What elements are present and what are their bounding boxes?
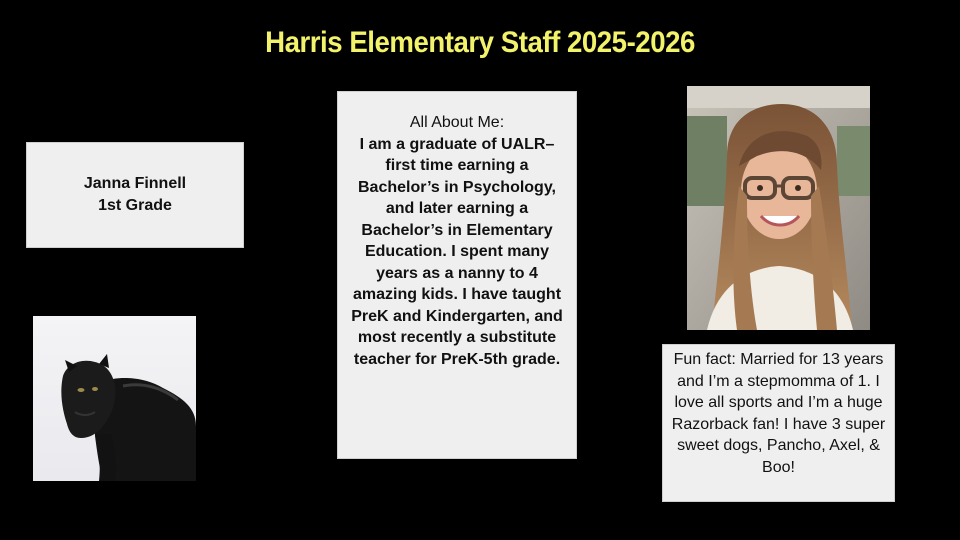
about-me-text: I am a graduate of UALR–first time earning a Bachelor’s in Psychology, and later earning a Bachelor’s in Elementary Education. I spent many years as a nanny to 4 amazing kids. I have taught PreK and Kindergarten, and most recently a substitute teacher for PreK-5th grade. <box>351 135 563 368</box>
staff-name-box <box>26 142 244 248</box>
staff-name: Janna Finnell <box>83 175 187 192</box>
panther-mascot-image <box>33 316 196 481</box>
staff-grade: 1st Grade <box>98 197 172 214</box>
about-me-heading: All About Me: <box>409 114 505 131</box>
fun-fact-text: Fun fact: Married for 13 years and I’m a stepmomma of 1. I love all sports and I’m a huge Razorback fan! I have 3 super sweet dogs, Pancho, Axel, & Boo! <box>671 351 886 476</box>
about-me-box <box>337 91 577 459</box>
staff-portrait-image <box>687 86 870 330</box>
fun-fact-box <box>662 344 895 502</box>
slide-title: Harris Elementary Staff 2025-2026 <box>265 26 695 59</box>
